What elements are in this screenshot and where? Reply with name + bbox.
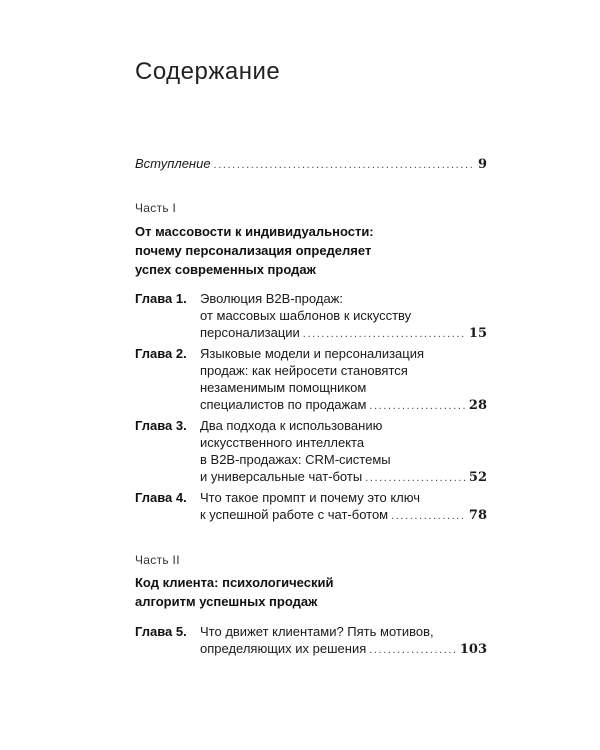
chapter-label: Глава 2. bbox=[135, 346, 187, 361]
dot-leader bbox=[369, 397, 466, 415]
chapter-title-line: в B2B-продажах: CRM-системы bbox=[200, 452, 391, 467]
entry-label: Вступление bbox=[135, 156, 211, 171]
part-title-line: Код клиента: психологический bbox=[135, 575, 334, 590]
part-title-line: алгоритм успешных продаж bbox=[135, 594, 318, 609]
chapter-title-line: к успешной работе с чат-ботом bbox=[200, 507, 389, 522]
dot-leader bbox=[365, 469, 466, 487]
dot-leader bbox=[214, 156, 475, 174]
chapter-title-line: специалистов по продажам bbox=[200, 397, 367, 412]
chapter-last-line bbox=[200, 396, 487, 415]
part-title-line: успех современных продаж bbox=[135, 262, 316, 277]
chapter-title-line: и универсальные чат-боты bbox=[200, 469, 363, 484]
chapter-title-line: Эволюция B2B-продаж: bbox=[200, 291, 343, 306]
page-number: 28 bbox=[468, 398, 487, 413]
chapter-last-line bbox=[200, 324, 487, 343]
chapter-title-line: искусственного интеллекта bbox=[200, 435, 365, 450]
chapter-title-line: от массовых шаблонов к искусству bbox=[200, 308, 412, 323]
chapter-label: Глава 1. bbox=[135, 291, 187, 306]
toc-entry-intro[interactable] bbox=[135, 155, 487, 174]
chapter-title-line: определяющих их решения bbox=[200, 641, 367, 656]
part-label: Часть II bbox=[135, 553, 180, 567]
dot-leader bbox=[369, 641, 457, 659]
chapter-title-line: персонализации bbox=[200, 325, 300, 340]
page-number: 103 bbox=[459, 642, 487, 657]
chapter-title-line: Что движет клиентами? Пять мотивов, bbox=[200, 624, 434, 639]
page-number: 15 bbox=[468, 326, 487, 341]
chapter-title-line: Языковые модели и персонализация bbox=[200, 346, 425, 361]
dot-leader bbox=[391, 507, 466, 525]
page-title: Содержание bbox=[135, 58, 281, 85]
chapter-label: Глава 5. bbox=[135, 624, 187, 639]
chapter-title-line: Что такое промпт и почему это ключ bbox=[200, 490, 421, 505]
part-title-line: От массовости к индивидуальности: bbox=[135, 224, 374, 239]
chapter-last-line bbox=[200, 468, 487, 487]
chapter-title-line: продаж: как нейросети становятся bbox=[200, 363, 408, 378]
part-title-line: почему персонализация определяет bbox=[135, 243, 372, 258]
chapter-last-line bbox=[200, 640, 487, 659]
part-label: Часть I bbox=[135, 201, 177, 215]
part-title bbox=[135, 573, 333, 611]
chapter-last-line bbox=[200, 506, 487, 525]
page-number: 78 bbox=[468, 508, 487, 523]
part-title bbox=[135, 222, 374, 279]
page-number: 52 bbox=[468, 470, 487, 485]
chapter-title-line: незаменимым помощником bbox=[200, 380, 367, 395]
chapter-label: Глава 3. bbox=[135, 418, 187, 433]
chapter-title-line: Два подхода к использованию bbox=[200, 418, 383, 433]
page-number: 9 bbox=[477, 157, 487, 172]
dot-leader bbox=[303, 325, 466, 343]
chapter-label: Глава 4. bbox=[135, 490, 187, 505]
